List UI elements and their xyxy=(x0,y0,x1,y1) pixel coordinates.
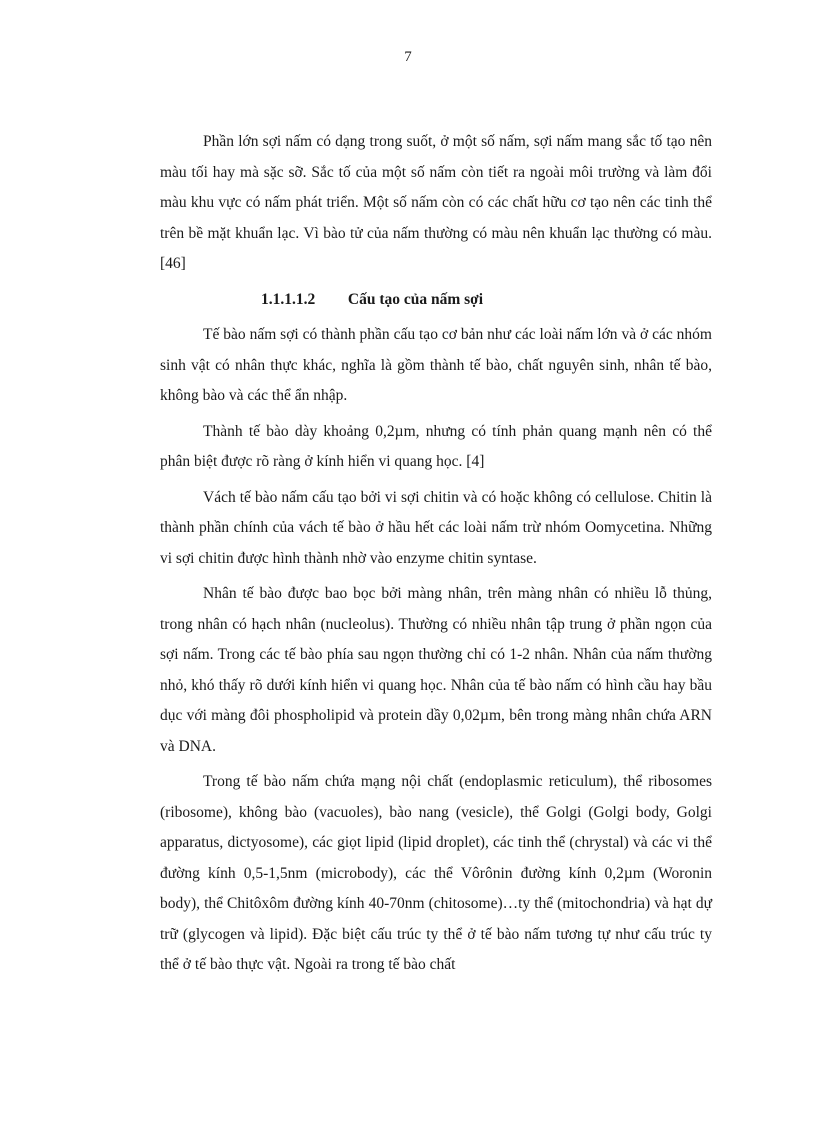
page-number: 7 xyxy=(404,49,412,65)
paragraph-chitin: Vách tế bào nấm cấu tạo bởi vi sợi chitin và có hoặc không có cellulose. Chitin là thành phần chính của vách tế bào ở hầu hết các loài nấm trừ nhóm Oomycetina. Những vi sợi chitin được hình thành nhờ vào enzyme chitin syntase. xyxy=(160,488,712,567)
section-number: 1.1.1.1.2 xyxy=(261,290,316,308)
paragraph-organelles: Trong tế bào nấm chứa mạng nội chất (endoplasmic reticulum), thể ribosomes (ribosome), không bào (vacuoles), bào nang (vesicle), thể Golgi (Golgi body, Golgi apparatus, dictyosome), các giọt lipid (lipid droplet), các tinh thể (chrystal) và các vi thể đường kính 0,5-1,5nm (microbody), các thể Vôrônin đường kính 0,2µm (Woronin body), thể Chitôxôm đường kính 40-70nm (chitosome)…ty thể (mitochondria) và hạt dự trữ (glycogen và lipid). Đặc biệt cấu trúc ty thể ở tế bào nấm tương tự như cấu trúc ty thể ở tế bào thực vật. Ngoài ra trong tế bào chất xyxy=(160,773,712,973)
paragraph-cell-structure: Tế bào nấm sợi có thành phần cấu tạo cơ bản như các loài nấm lớn và ở các nhóm sinh vật có nhân thực khác, nghĩa là gồm thành tế bào, chất nguyên sinh, nhân tế bào, không bào và các thể ẩn nhập. xyxy=(160,326,712,404)
paragraph-pigment: Phần lớn sợi nấm có dạng trong suốt, ở một số nấm, sợi nấm mang sắc tố tạo nên màu tối hay mà sặc sỡ. Sắc tố của một số nấm còn tiết ra ngoài môi trường và làm đổi màu khu vực có nấm phát triển. Một số nấm còn có các chất hữu cơ tạo nên các tinh thể trên bề mặt khuẩn lạc. Vì bào tử của nấm thường có màu nên khuẩn lạc thường có màu. [46] xyxy=(160,133,712,272)
section-title: Cấu tạo của nấm sợi xyxy=(347,290,484,308)
section-heading xyxy=(160,285,712,316)
document-body xyxy=(160,127,712,986)
paragraph-cell-wall: Thành tế bào dày khoảng 0,2µm, nhưng có tính phản quang mạnh nên có thể phân biệt được rõ ràng ở kính hiển vi quang học. [4] xyxy=(160,422,712,470)
paragraph-nucleus: Nhân tế bào được bao bọc bởi màng nhân, trên màng nhân có nhiều lỗ thủng, trong nhân có hạch nhân (nucleolus). Thường có nhiều nhân tập trung ở phần ngọn của sợi nấm. Trong các tế bào phía sau ngọn thường chỉ có 1-2 nhân. Nhân của nấm thường nhỏ, khó thấy rõ dưới kính hiển vi quang học. Nhân của tế bào nấm có hình cầu hay bầu dục với màng đôi phospholipid và protein dầy 0,02µm, bên trong màng nhân chứa ARN và DNA. xyxy=(160,585,712,755)
